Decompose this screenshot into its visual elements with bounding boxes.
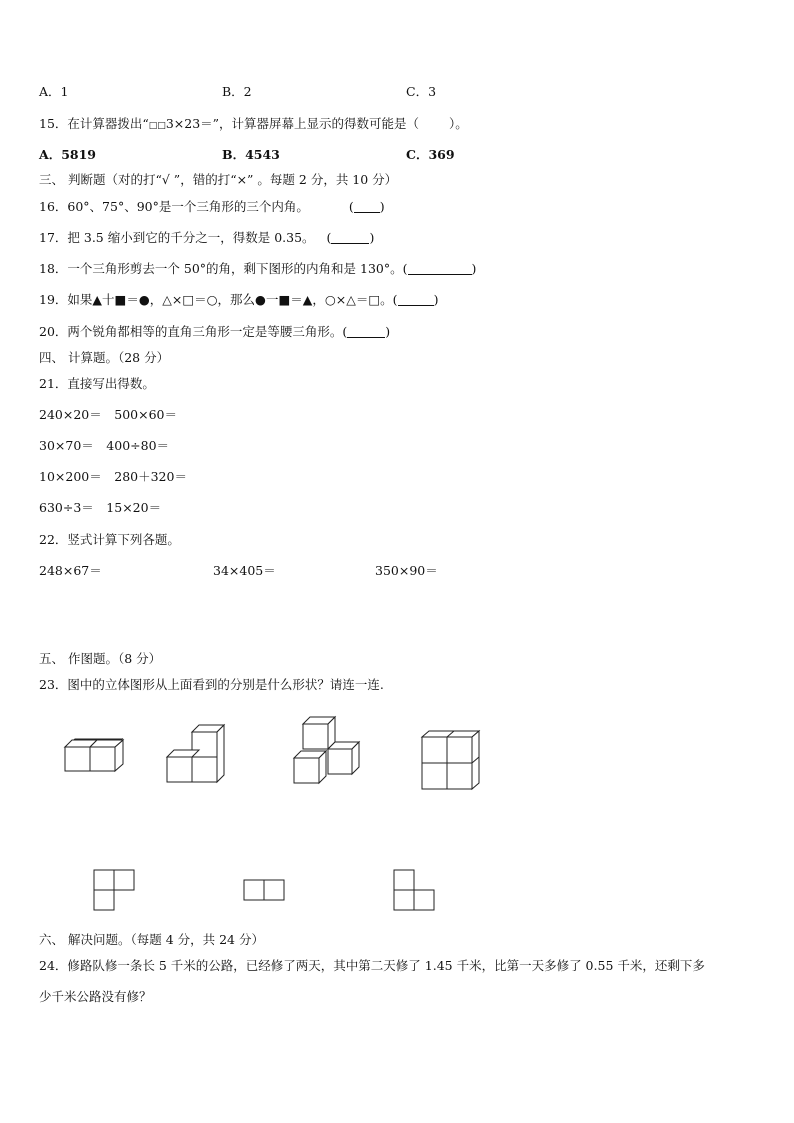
q18-close: ): [471, 261, 477, 276]
question-18: [39, 261, 476, 277]
q20-close: ): [385, 324, 391, 339]
question-15: [39, 116, 468, 134]
question-16: 16．60°、75°、90°是一个三角形的三个内角。 ( ): [39, 199, 385, 214]
section-6-heading: 六、 解决问题。（每题 4 分，共 24 分）: [39, 932, 264, 947]
q20-text: 20．两个锐角都相等的直角三角形一定是等腰三角形。(: [39, 324, 348, 339]
q14-option-b: B．2: [222, 84, 252, 99]
q22-item-3: 350×90＝: [375, 563, 438, 578]
top-view-3: [393, 869, 437, 913]
q21-row-2: 30×70＝ 400÷80＝: [39, 438, 170, 453]
q15-stem-mid: 3×23＝”，计算器屏幕上显示的得数可能是（: [165, 116, 420, 131]
q18-text: 18．一个三角形剪去一个 50°的角，剩下图形的内角和是 130°。(: [39, 261, 408, 276]
question-17: 17．把 3.5 缩小到它的千分之一，得数是 0.35。 ( ): [39, 230, 375, 245]
q15-option-b: B．4543: [222, 147, 280, 162]
solid-figure-1: [60, 734, 130, 784]
q21-row-1: 240×20＝ 500×60＝: [39, 407, 177, 422]
q19-text: 19．如果▲十■＝●，△×□＝○，那么●一■＝▲，○×△＝□。(: [39, 292, 398, 307]
top-view-1: [93, 869, 137, 913]
q19-close: ): [433, 292, 439, 307]
section-4-heading: 四、 计算题。（28 分）: [39, 350, 170, 365]
q22-item-2: 34×405＝: [213, 563, 276, 578]
q21-row-3: 10×200＝ 280＋320＝: [39, 469, 187, 484]
q21-title: 21．直接写出得数。: [39, 376, 155, 391]
q15-stem-suffix: ）。: [449, 116, 468, 131]
solid-figure-2: [160, 720, 230, 786]
q14-option-a: A．1: [39, 84, 69, 99]
q22-title: 22．竖式计算下列各题。: [39, 532, 180, 547]
q22-item-1: 248×67＝: [39, 563, 102, 578]
solid-figure-4: [417, 727, 487, 795]
question-19: [39, 292, 438, 308]
solid-figure-3: [288, 714, 362, 788]
q17-close: ): [369, 230, 375, 245]
q17-text: 17．把 3.5 缩小到它的千分之一，得数是 0.35。: [39, 230, 315, 245]
section-5-heading: 五、 作图题。（8 分）: [39, 651, 162, 666]
section-3-heading: 三、 判断题（对的打“√ ”，错的打“×” 。每题 2 分，共 10 分）: [39, 172, 398, 187]
q16-text: 16．60°、75°、90°是一个三角形的三个内角。: [39, 199, 309, 214]
q16-close: ): [379, 199, 385, 214]
q15-stem-prefix: 15．在计算器拨出“: [39, 116, 149, 131]
q24-line-1: 24．修路队修一条长 5 千米的公路，已经修了两天，其中第二天修了 1.45 千米，比第一天多修了 0.55 千米，还剩下多: [39, 958, 705, 973]
top-view-2: [243, 879, 287, 903]
q15-option-a: A．5819: [39, 147, 96, 162]
q21-row-4: 630÷3＝ 15×20＝: [39, 500, 162, 515]
q15-stem-boxes: □□: [148, 121, 166, 131]
q15-option-c: C．369: [406, 147, 455, 162]
question-20: [39, 324, 390, 340]
q23-title: 23．图中的立体图形从上面看到的分别是什么形状？请连一连.: [39, 677, 384, 692]
q14-option-c: C．3: [406, 84, 437, 99]
q24-line-2: 少千米公路没有修？: [39, 989, 152, 1004]
